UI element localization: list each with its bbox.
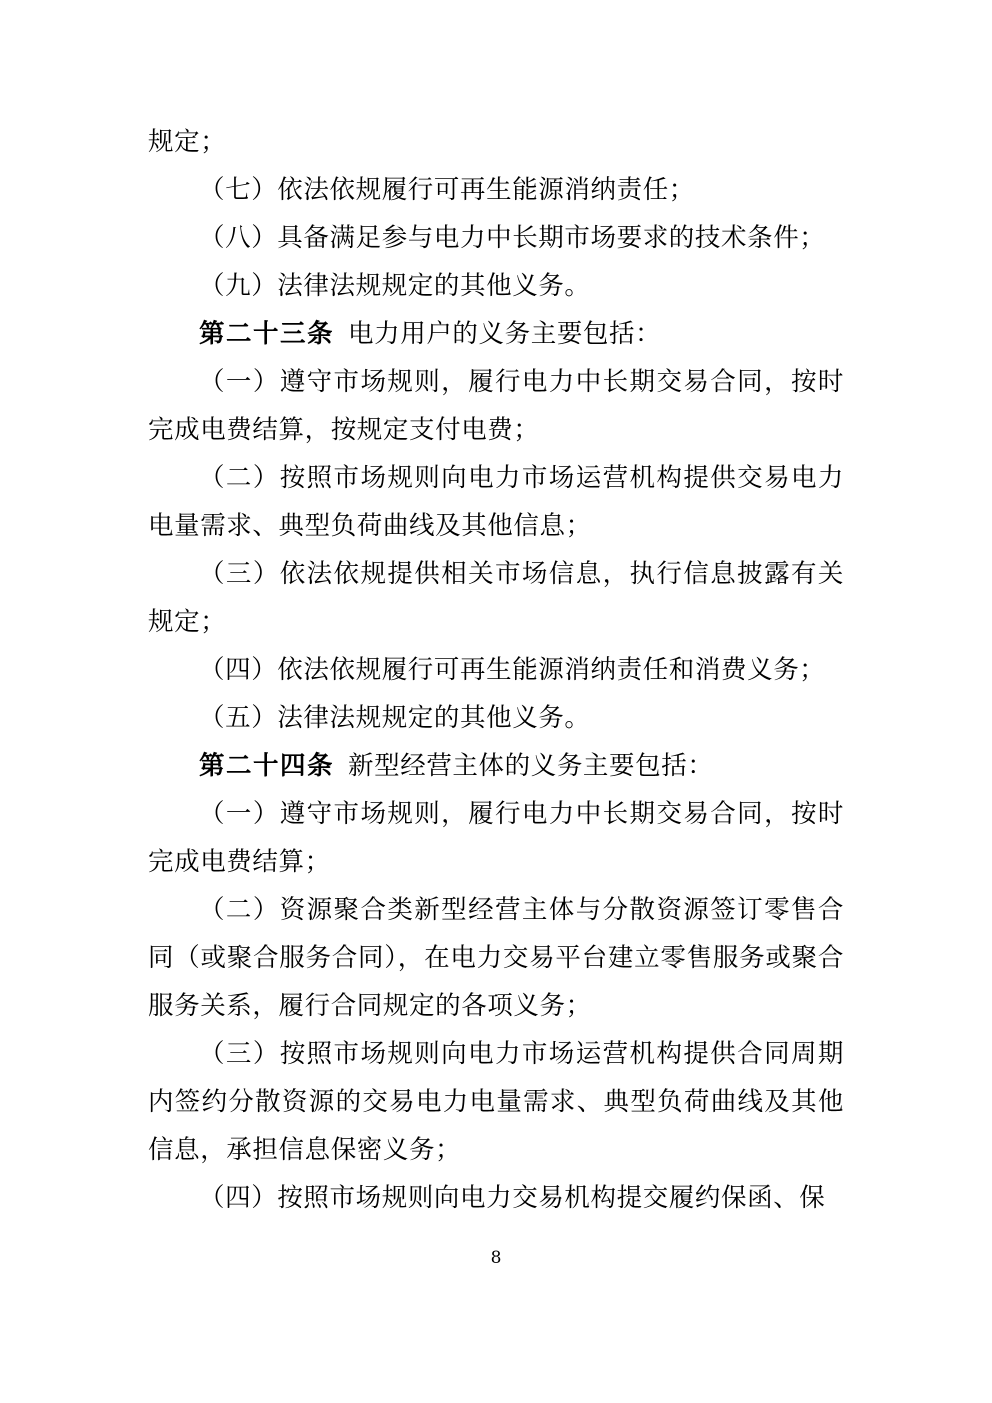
article-24-title: 新型经营主体的义务主要包括： xyxy=(348,751,714,781)
article-23-item-4: （四）依法依规履行可再生能源消纳责任和消费义务； xyxy=(199,655,826,685)
article-23-item-5: （五）法律法规规定的其他义务。 xyxy=(199,703,591,733)
article-23-item-1: （一）遵守市场规则，履行电力中长期交易合同，按时完成电费结算，按规定支付电费； xyxy=(148,367,844,445)
article-23-number: 第二十三条 xyxy=(199,319,335,349)
article-23-title: 电力用户的义务主要包括： xyxy=(348,319,662,349)
document-body xyxy=(148,118,844,1222)
article-23-heading xyxy=(148,310,844,358)
article-24-item-4: （四）按照市场规则向电力交易机构提交履约保函、保 xyxy=(199,1183,826,1213)
page-number: 8 xyxy=(490,1248,502,1268)
article-24-heading xyxy=(148,742,844,790)
article-24-item-2: （二）资源聚合类新型经营主体与分散资源签订零售合同（或聚合服务合同），在电力交易平台建立零售服务或聚合服务关系，履行合同规定的各项义务； xyxy=(148,895,844,1021)
list-item-9: （九）法律法规规定的其他义务。 xyxy=(199,271,591,301)
article-23-item-3: （三）依法依规提供相关市场信息，执行信息披露有关规定； xyxy=(148,559,844,637)
article-24-item-3: （三）按照市场规则向电力市场运营机构提供合同周期内签约分散资源的交易电力电量需求、典型负荷曲线及其他信息，承担信息保密义务； xyxy=(148,1039,844,1165)
article-23-item-2: （二）按照市场规则向电力市场运营机构提供交易电力电量需求、典型负荷曲线及其他信息； xyxy=(148,463,844,541)
paragraph-continued: 规定； xyxy=(148,127,227,157)
article-24-number: 第二十四条 xyxy=(199,751,335,781)
article-24-item-1: （一）遵守市场规则，履行电力中长期交易合同，按时完成电费结算； xyxy=(148,799,844,877)
list-item-8: （八）具备满足参与电力中长期市场要求的技术条件； xyxy=(199,223,826,253)
list-item-7: （七）依法依规履行可再生能源消纳责任； xyxy=(199,175,695,205)
